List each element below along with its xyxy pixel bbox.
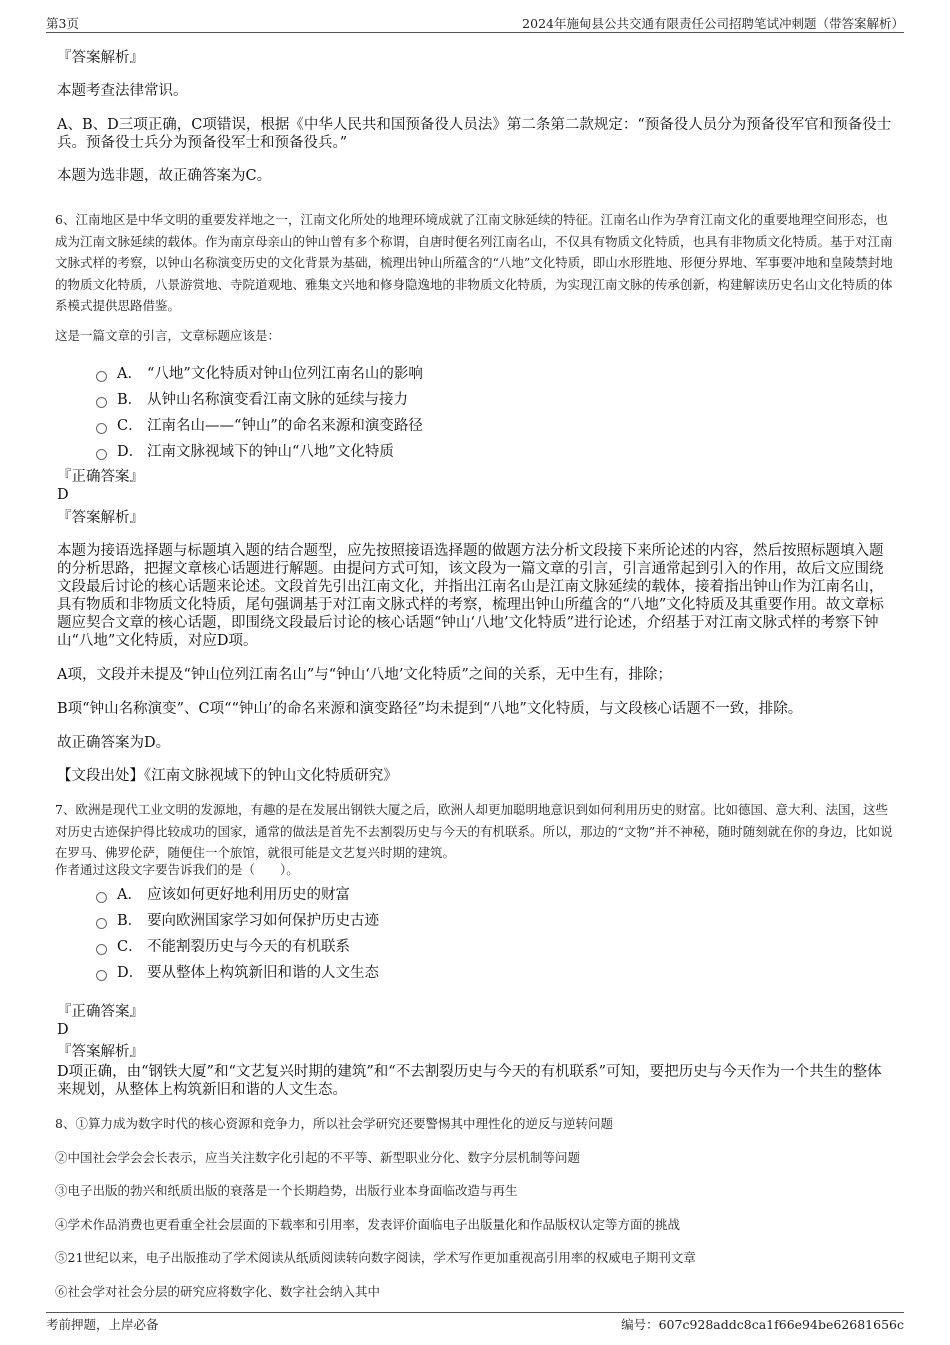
q8-line-6: ⑥社会学对社会分层的研究应将数字化、数字社会纳入其中 (55, 1284, 381, 1299)
q7-correct-label: 『正确答案』 (57, 1004, 144, 1020)
q7-option-c[interactable]: C． 不能割裂历史与今天的有机联系 (96, 935, 350, 955)
q7-analysis-1: D项正确，由“钢铁大厦”和“文艺复兴时期的建筑”和“不去割裂历史与今天的有机联系”可知，要把历史与今天作为一个共生的整体来规划，从整体上构筑新旧和谐的人文生态。 (57, 1064, 882, 1098)
q7-analysis-label: 『答案解析』 (57, 1044, 144, 1060)
radio-icon[interactable] (96, 371, 107, 382)
document-title: 2024年施甸县公共交通有限责任公司招聘笔试冲刺题（带答案解析） (522, 16, 904, 31)
q7-option-b[interactable]: B． 要向欧洲国家学习如何保护历史古迹 (96, 909, 379, 929)
q5-analysis-3: 本题为选非题，故正确答案为C。 (57, 168, 272, 184)
q6-correct-label: 『正确答案』 (57, 469, 144, 485)
q6-option-d[interactable]: D． 江南文脉视域下的钟山“八地”文化特质 (96, 440, 394, 460)
q7-option-d[interactable]: D． 要从整体上构筑新旧和谐的人文生态 (96, 961, 379, 981)
q6-correct-answer: D (57, 487, 69, 503)
document-id: 编号：607c928addc8ca1f66e94be62681656c (621, 1317, 904, 1332)
q8-line-2: ②中国社会学会会长表示，应当关注数字化引起的不平等、新型职业分化、数字分层机制等问题 (55, 1150, 581, 1165)
q6-source: 【文段出处】《江南文脉视域下的钟山文化特质研究》 (57, 768, 398, 784)
q6-analysis-1: 本题为接语选择题与标题填入题的结合题型，应先按照接语选择题的做题方法分析文段接下来所论述的内容，然后按照标题填入题的分析思路，把握文章核心话题进行解题。由提问方式可知，该文段为一篇文章的引言，引言通常起到引入的作用，故后文应围绕文段最后讨论的核心话题来论述。文段首先引出江南文化，并指出江南名山是江南文脉延续的载体，接着指出钟山作为江南名山，具有物质和非物质文化特质，尾句强调基于对江南文脉式样的考察，梳理出钟山所蕴含的“八地”文化特质及其重要作用。故文章标题应契合文章的核心话题，即围绕文段最后讨论的核心话题“钟山‘八地’文化特质”进行论述，介绍基于对江南文脉式样的考察下钟山“八地”文化特质，对应D项。 (57, 543, 884, 649)
q7-correct-answer: D (57, 1022, 69, 1038)
q6-stem: 6、江南地区是中华文明的重要发祥地之一，江南文化所处的地理环境成就了江南文脉延续的特征。江南名山作为孕育江南文化的重要地理空间形态，也成为江南文脉延续的载体。作为南京母亲山的钟山曾有多个称谓，自唐时便名列江南名山，不仅具有物质文化特质，也具有非物质文化特质。基于对江南文脉式样的考察，以钟山名称演变历史的文化背景为基础，梳理出钟山所蕴含的“八地”文化特质，即山水形胜地、形便分界地、军事要冲地和皇陵禁封地的物质文化特质，八景游赏地、寺院道观地、雅集文兴地和修身隐逸地的非物质文化特质，为实现江南文脉的传承创新，构建解读历史名山文化特质的体系模式提供思路借鉴。 (55, 212, 893, 313)
q6-analysis-4: 故正确答案为D。 (57, 735, 171, 751)
q6-analysis-3: B项“钟山名称演变”、C项““钟山’的命名来源和演变路径”均未提到“八地”文化特质，与文段核心话题不一致，排除。 (57, 701, 803, 717)
footer-slogan: 考前押题，上岸必备 (46, 1317, 159, 1332)
page-footer (46, 1312, 904, 1333)
q8-line-4: ④学术作品消费也更看重全社会层面的下载率和引用率，发表评价面临电子出版量化和作品版权认定等方面的挑战 (55, 1217, 681, 1232)
q5-analysis-2: A、B、D三项正确，C项错误，根据《中华人民共和国预备役人员法》第二条第二款规定：“预备役人员分为预备役军官和预备役士兵。预备役士兵分为预备役军士和预备役兵。” (57, 117, 892, 151)
radio-icon[interactable] (96, 918, 107, 929)
radio-icon[interactable] (96, 892, 107, 903)
q7-option-a[interactable]: A． 应该如何更好地利用历史的财富 (96, 883, 350, 903)
q6-analysis-label: 『答案解析』 (57, 510, 144, 526)
q7-question: 作者通过这段文字要告诉我们的是（ ）。 (55, 862, 299, 877)
q8-line-5: ⑤21世纪以来，电子出版推动了学术阅读从纸质阅读转向数字阅读，学术写作更加重视高引用率的权威电子期刊文章 (55, 1250, 696, 1265)
q5-analysis-1: 本题考查法律常识。 (57, 83, 188, 99)
q7-stem: 7、欧洲是现代工业文明的发源地，有趣的是在发展出钢铁大厦之后，欧洲人却更加聪明地意识到如何利用历史的财富。比如德国、意大利、法国，这些对历史古迹保护得比较成功的国家，通常的做法是首先不去割裂历史与今天的有机联系。所以，那边的“文物”并不神秘，随时随刻就在你的身边，比如说在罗马、佛罗伦萨，随便住一个旅馆，就很可能是文艺复兴时期的建筑。 (55, 802, 893, 860)
radio-icon[interactable] (96, 423, 107, 434)
q6-option-c[interactable]: C． 江南名山——“钟山”的命名来源和演变路径 (96, 414, 423, 434)
q6-analysis-2: A项，文段并未提及“钟山位列江南名山”与“钟山‘八地’文化特质”之间的关系，无中生有，排除； (57, 667, 672, 683)
radio-icon[interactable] (96, 944, 107, 955)
radio-icon[interactable] (96, 397, 107, 408)
q8-line-1: 8、①算力成为数字时代的核心资源和竞争力，所以社会学研究还要警惕其中理性化的逆反与逆转问题 (55, 1116, 613, 1131)
radio-icon[interactable] (96, 970, 107, 981)
page-number: 第3页 (46, 16, 79, 31)
q5-analysis-label: 『答案解析』 (57, 50, 144, 66)
page-header (46, 14, 904, 33)
q6-option-b[interactable]: B． 从钟山名称演变看江南文脉的延续与接力 (96, 388, 408, 408)
q6-question: 这是一篇文章的引言，文章标题应该是： (55, 328, 281, 343)
q6-option-a[interactable]: A． “八地”文化特质对钟山位列江南名山的影响 (96, 362, 423, 382)
radio-icon[interactable] (96, 449, 107, 460)
q8-line-3: ③电子出版的勃兴和纸质出版的衰落是一个长期趋势，出版行业本身面临改造与再生 (55, 1183, 518, 1198)
